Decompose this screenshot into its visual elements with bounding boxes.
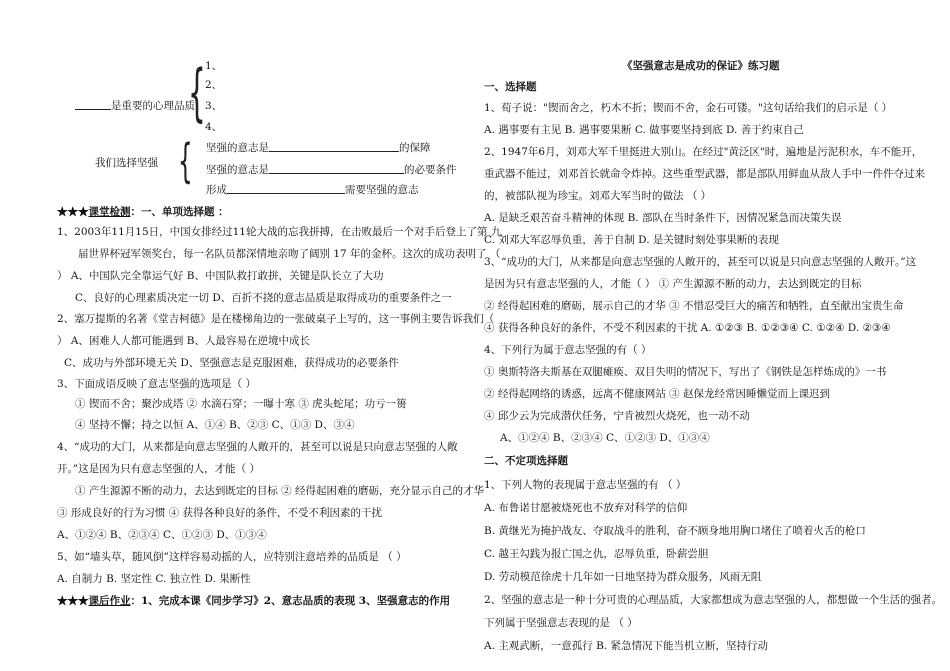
left-line: 2、塞万提斯的名著《堂吉柯德》是在楼梯角边的一张破桌子上写的，这一事例主要告诉我们（ bbox=[57, 313, 495, 325]
right-line: 2、坚强的意志是一种十分可贵的心理品质，大家都想成为意志坚强的人，都想做一个生活的强者。 bbox=[484, 594, 943, 606]
reason-1: 坚强的意志是 的保障 bbox=[206, 142, 431, 154]
reason-3-blank[interactable] bbox=[227, 182, 345, 194]
left-line: ③ 形成良好的行为习惯 ④ 获得各种良好的条件，不受不利因素的干扰 bbox=[57, 507, 383, 519]
top-brace: { bbox=[188, 56, 206, 129]
left-line: 届世界杯冠军领奖台，每一名队员都深情地亲吻了阔别 17 年的金杯。这次的成功表明了 （ bbox=[78, 248, 501, 260]
why-label: 我们选择坚强 bbox=[95, 157, 158, 169]
heading-multiple-choice: 一、选择题 bbox=[484, 81, 537, 93]
right-line: D. 劳动模范徐虎十几年如一日地坚持为群众服务，风雨无阻 bbox=[484, 571, 762, 583]
reason-3: 形成 需要坚强的意志 bbox=[206, 184, 419, 196]
right-line: A. 遇事要有主见 B. 遇事要果断 C. 做事要坚持到底 D. 善于约束自己 bbox=[484, 124, 804, 136]
right-line: ② 经得起网络的诱惑，远离不健康网站 ③ 赵保龙经常因睡懒觉而上课迟到 bbox=[484, 388, 831, 400]
right-line: C. 刘邓大军忍辱负重，善于自制 D. 是关键时刻处事果断的表现 bbox=[484, 234, 779, 246]
right-line: A、①②④ B、②③④ C、①②③ D、①③④ bbox=[500, 432, 710, 444]
reason-1-blank[interactable] bbox=[269, 140, 399, 152]
right-line: ② 经得起困难的磨砺，展示自己的才华 ③ 不惜忍受巨大的痛苦和牺牲，直至献出宝贵生命 bbox=[484, 300, 904, 312]
left-line: 3、下面成语反映了意志坚强的选项是（ ） bbox=[57, 378, 257, 390]
left-line: A、①②④ B、②③④ C、①②③ D、①③④ bbox=[57, 529, 267, 541]
reason-2: 坚强的意志是 的必要条件 bbox=[206, 164, 457, 176]
right-line: A. 布鲁诺甘愿被烧死也不放弃对科学的信仰 bbox=[484, 502, 688, 514]
left-line: 4、“成功的大门，从来都是向意志坚强的人敞开的，甚至可以说是只向意志坚强的人敞 bbox=[57, 441, 458, 453]
section-heading-homework: ★★★课后作业：1、完成本课《同步学习》2、意志品质的表现 3、坚强意志的作用 bbox=[57, 595, 451, 607]
left-line: C、良好的心理素质决定一切 D、百折不挠的意志品质是取得成功的重要条件之一 bbox=[75, 292, 452, 304]
left-line: A. 自制力 B. 坚定性 C. 独立性 D. 果断性 bbox=[57, 573, 251, 585]
left-line: ） A、中国队完全靠运气好 B、中国队救打敢拼，关键是队长立了大功 bbox=[57, 270, 384, 282]
right-line: C. 越王勾践为报亡国之仇，忍辱负重，卧薪尝胆 bbox=[484, 548, 709, 560]
center-label: 是重要的心理品质 bbox=[75, 98, 195, 113]
left-line: ） A、困难人人都可能遇到 B、人最容易在逆境中成长 bbox=[57, 335, 310, 347]
worksheet-title: 《坚强意志是成功的保证》练习题 bbox=[622, 60, 780, 72]
right-line: ④ 获得各种良好的条件，不受不利因素的干扰 A. ①②③ B. ①②③④ C. ①②④ D. ②③④ bbox=[484, 322, 891, 334]
right-line: 2、1947年6月，刘邓大军千里挺进大别山。在经过"黄泛区"时，遍地是污泥积水，车不能开， bbox=[484, 146, 923, 158]
reason-2-blank[interactable] bbox=[269, 162, 404, 174]
left-line: ① 锲而不舍；聚沙成塔 ② 水滴石穿；一曝十寒 ③ 虎头蛇尾；功亏一篑 bbox=[75, 398, 407, 410]
left-line: ④ 坚持不懈；持之以恒 A、①④ B、②③ C、①③ D、③④ bbox=[75, 419, 355, 431]
left-line: C、成功与外部环境无关 D、坚强意志是克服困难，获得成功的必要条件 bbox=[64, 357, 399, 369]
right-line: ④ 邱少云为完成潜伏任务，宁肯被烈火烧死，也一动不动 bbox=[484, 410, 750, 422]
center-blank[interactable] bbox=[75, 98, 111, 110]
right-line: B. 黄继光为掩护战友、夺取战斗的胜利，奋不顾身地用胸口堵住了喷着火舌的枪口 bbox=[484, 525, 866, 537]
right-line: 重武器不能过，刘邓首长就命令炸掉。这些重型武器，都是部队用鲜血从敌人手中一件件夺过来 bbox=[484, 168, 925, 180]
right-line: 1、下列人物的表现属于意志坚强的有 （ ） bbox=[484, 479, 687, 491]
right-line: 的，被部队视为珍宝。刘邓大军当时的做法 （ ） bbox=[484, 190, 712, 202]
map-item-3: 3、 bbox=[205, 100, 223, 112]
right-line: A. 是缺乏艰苦奋斗精神的体现 B. 部队在当时条件下，因情况紧急而决策失误 bbox=[484, 212, 842, 224]
left-line: 1、2003年11月15日，中国女排经过11轮大战的忘我拼搏，在击败最后一个对手后登上了第 九 bbox=[57, 226, 502, 238]
section-heading-class-test: ★★★课堂检测：一、单项选择题 ： bbox=[57, 206, 229, 218]
left-line: 开。”这是因为只有意志坚强的人，才能（ ） bbox=[57, 463, 260, 475]
right-line: 下列属于坚强意志表现的是 （ ） bbox=[484, 617, 638, 629]
right-line: A. 主观武断，一意孤行 B. 紧急情况下能当机立断，坚持行动 bbox=[484, 640, 768, 652]
heading-indefinite-choice: 二、不定项选择题 bbox=[484, 455, 568, 467]
map-item-2: 2、 bbox=[205, 79, 223, 91]
right-line: 3、“成功的大门，从来都是向意志坚强的人敞开的，甚至可以说是只向意志坚强的人敞开。”这 bbox=[484, 256, 917, 268]
right-line: 4、下列行为属于意志坚强的有（ ） bbox=[484, 344, 652, 356]
right-line: 是因为只有意志坚强的人，才能（ ） ① 产生源源不断的动力，去达到既定的目标 bbox=[484, 278, 862, 290]
right-line: ① 奥斯特洛夫斯基在双腿瘫痪、双目失明的情况下，写出了《钢铁是怎样炼成的》一书 bbox=[484, 366, 887, 378]
left-line: 5、如“墙头草，随风倒”这样容易动摇的人，应特别注意培养的品质是 （ ） bbox=[57, 551, 407, 563]
map-item-4: 4、 bbox=[205, 121, 223, 133]
left-line: ① 产生源源不断的动力，去达到既定的目标 ② 经得起困难的磨砺，充分显示自己的才华 bbox=[75, 485, 485, 497]
right-line: 1、荀子说："锲而舍之，朽木不折；锲而不舍，金石可镂。"这句话给我们的启示是（ ） bbox=[484, 102, 893, 114]
map-item-1: 1、 bbox=[205, 60, 223, 72]
bottom-brace: { bbox=[178, 134, 193, 188]
